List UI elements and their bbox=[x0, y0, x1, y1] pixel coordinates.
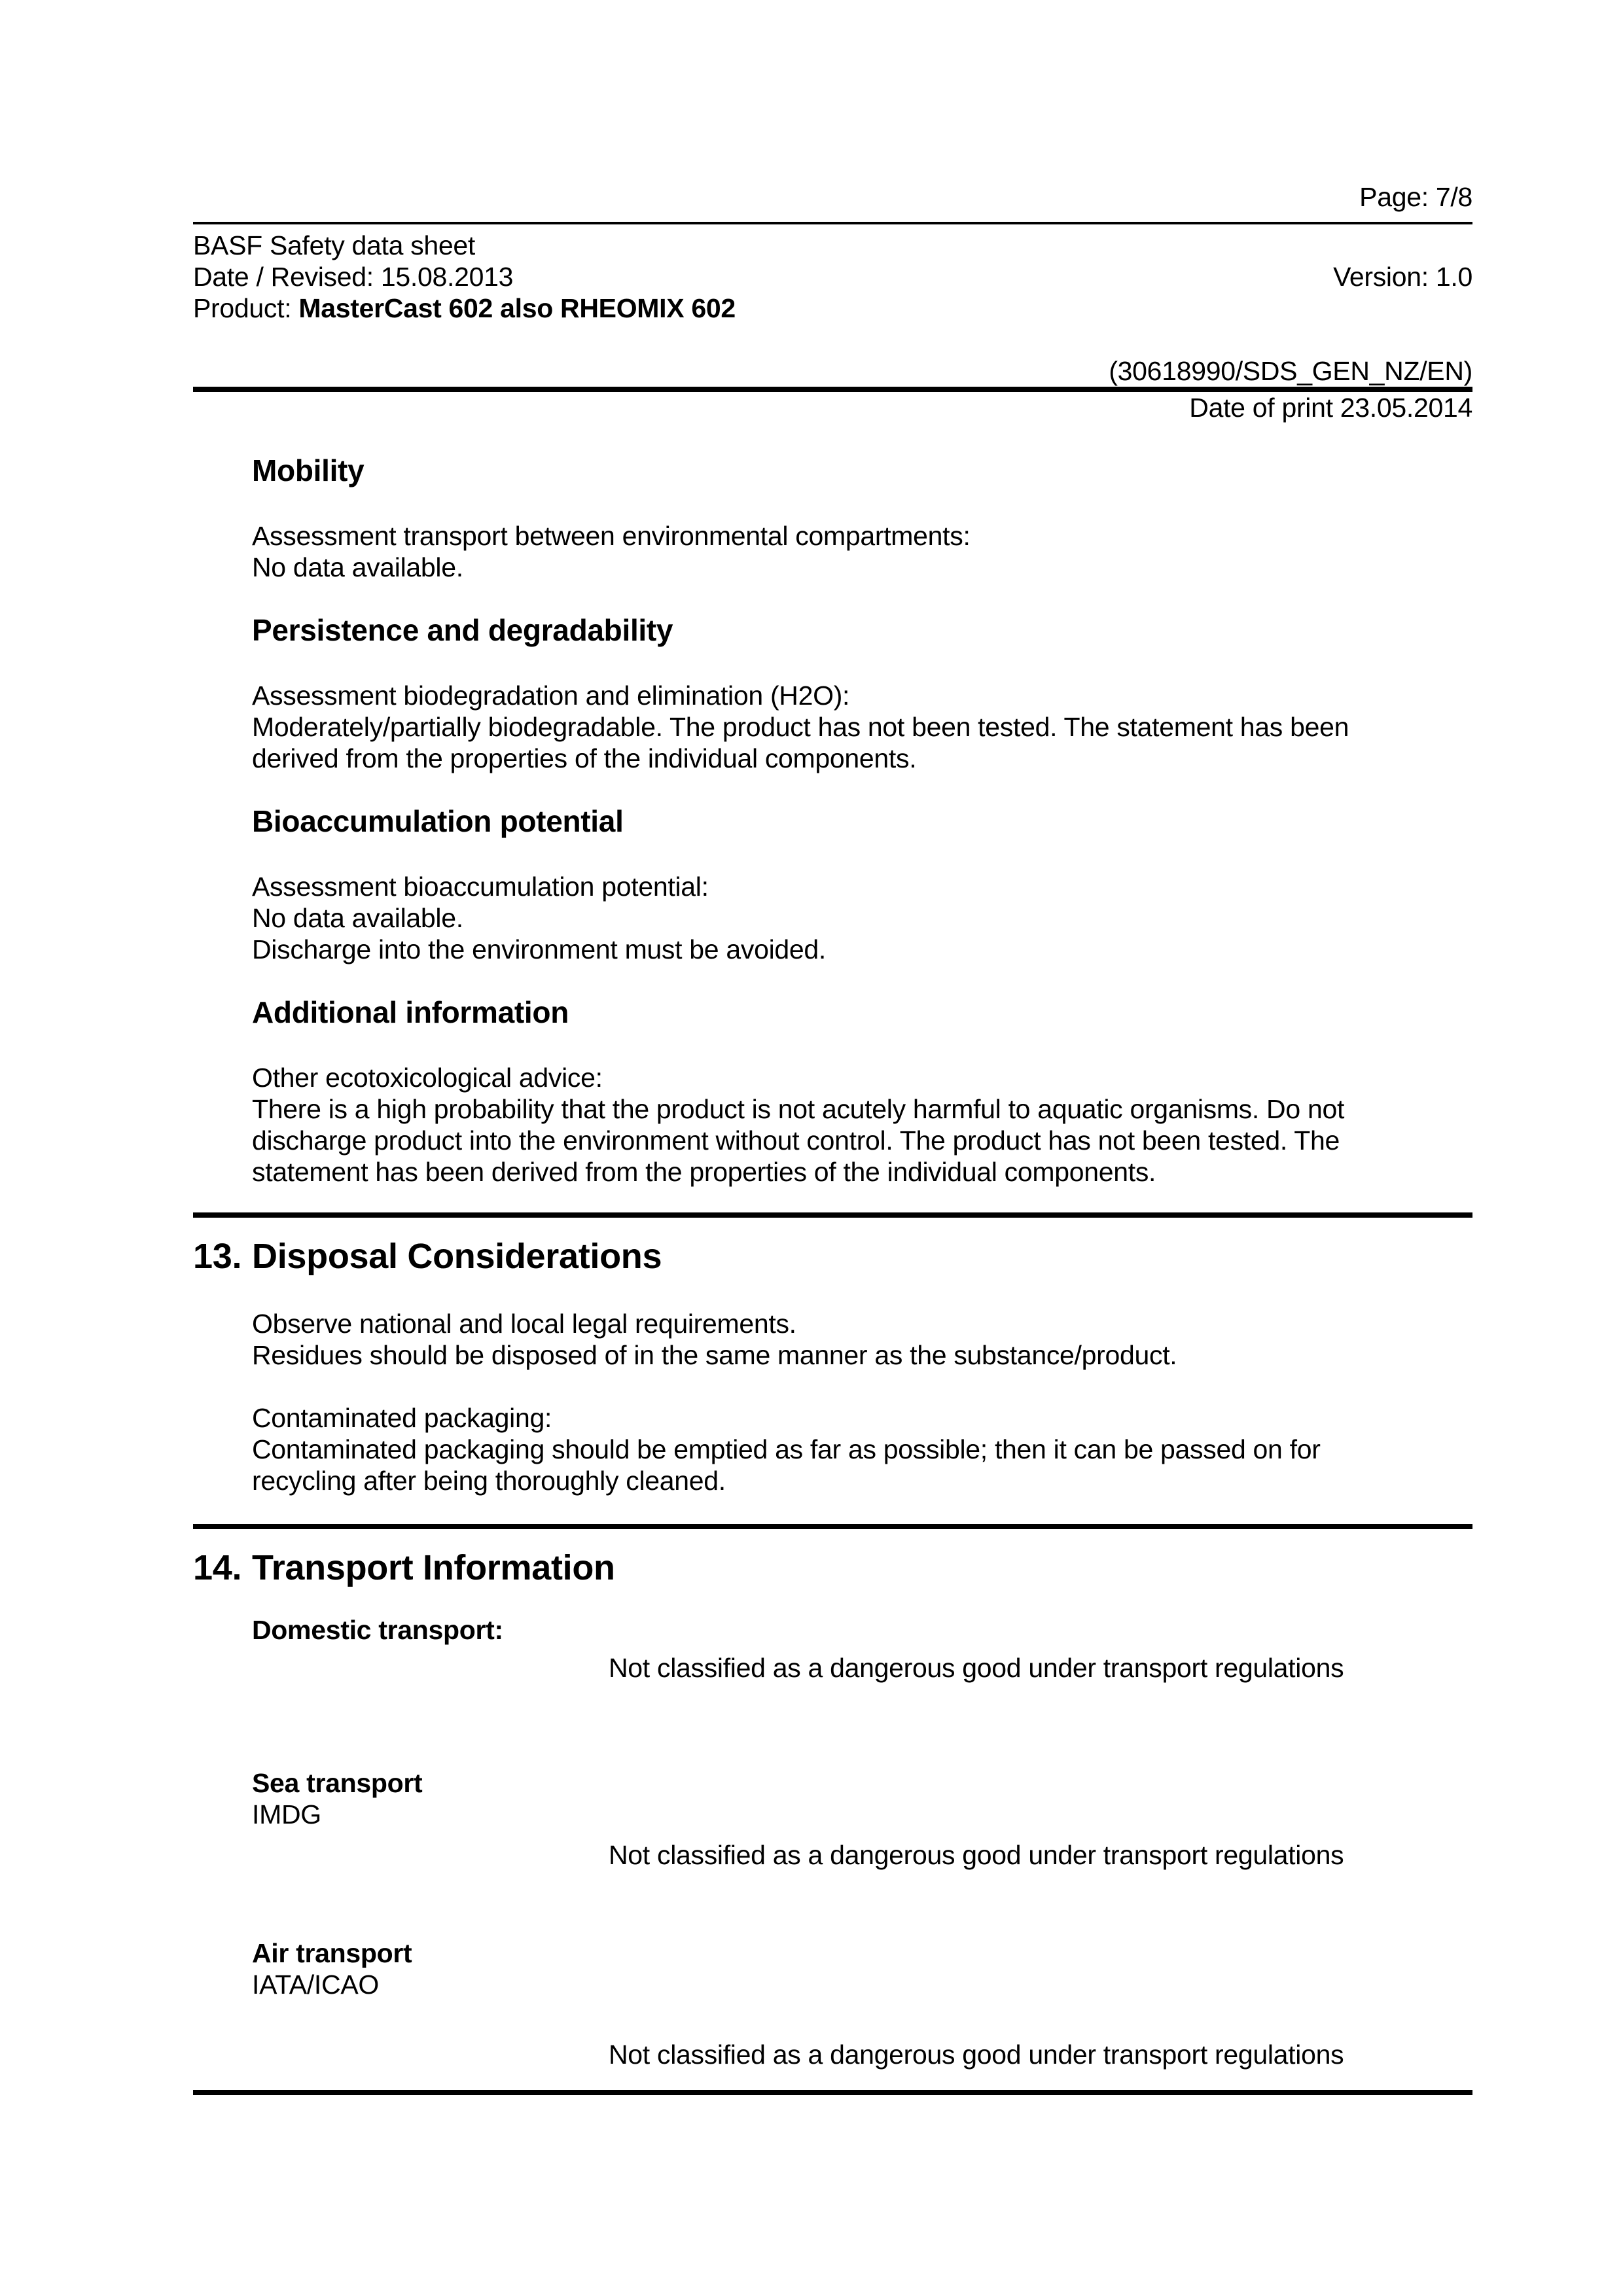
transport-entry-air bbox=[252, 1937, 1472, 2070]
print-date: Date of print 23.05.2014 bbox=[1189, 393, 1472, 423]
section-14-heading bbox=[193, 1547, 1472, 1588]
section-13-number: 13. bbox=[193, 1237, 242, 1276]
heading-persistence: Persistence and degradability bbox=[252, 613, 673, 647]
header-main-rule bbox=[193, 387, 1472, 392]
header-top-rule bbox=[193, 222, 1472, 224]
heading-mobility: Mobility bbox=[252, 453, 365, 487]
divider-rule-section-14 bbox=[193, 1524, 1472, 1529]
ecology-sections bbox=[193, 453, 1472, 1188]
transport-body bbox=[193, 1614, 1472, 2070]
section-14-title: Transport Information bbox=[252, 1548, 615, 1587]
product-name: MasterCast 602 also RHEOMIX 602 bbox=[298, 293, 736, 323]
transport-mode-domestic: Domestic transport: bbox=[252, 1615, 503, 1645]
eco-section-additional-info bbox=[252, 995, 1472, 1188]
product-line bbox=[193, 292, 1472, 324]
body-additional-info: Other ecotoxicological advice: There is a high probability that the product is not acutely harmful to aquatic organisms. Do not discharge product into the environment without control. The product has not been tested. The statement has been derived from the properties of the individual components. bbox=[252, 1063, 1345, 1187]
section-14-number: 14. bbox=[193, 1548, 242, 1587]
doc-code: (30618990/SDS_GEN_NZ/EN) bbox=[1109, 356, 1472, 386]
transport-statement-air: Not classified as a dangerous good under transport regulations bbox=[609, 2040, 1344, 2070]
sheet-title: BASF Safety data sheet bbox=[193, 230, 475, 260]
divider-rule-section-13 bbox=[193, 1212, 1472, 1218]
transport-entry-sea bbox=[252, 1767, 1472, 1871]
transport-statement-sea: Not classified as a dangerous good under transport regulations bbox=[609, 1840, 1344, 1870]
section-13-heading bbox=[193, 1236, 1472, 1277]
product-prefix: Product: bbox=[193, 293, 299, 323]
body-mobility: Assessment transport between environmental compartments: No data available. bbox=[252, 521, 971, 582]
body-persistence: Assessment biodegradation and elimination (H2O): Moderately/partially biodegradable. The product has not been tested. The statement has been derived from the properties of the individual components. bbox=[252, 680, 1349, 773]
page-number: Page: 7/8 bbox=[1359, 182, 1472, 212]
version-label: Version: 1.0 bbox=[1333, 262, 1472, 292]
transport-statement-domestic: Not classified as a dangerous good under transport regulations bbox=[609, 1653, 1344, 1683]
transport-mode-air: Air transport bbox=[252, 1938, 412, 1968]
transport-code-iata-icao: IATA/ICAO bbox=[252, 1969, 379, 2000]
body-bioaccumulation: Assessment bioaccumulation potential: No data available. Discharge into the environment must be avoided. bbox=[252, 872, 827, 964]
transport-entry-domestic bbox=[252, 1614, 1472, 1684]
transport-mode-sea: Sea transport bbox=[252, 1768, 423, 1798]
page-bottom-rule bbox=[193, 2090, 1472, 2095]
eco-section-mobility bbox=[252, 453, 1472, 583]
disposal-paragraph-1: Observe national and local legal requirements. Residues should be disposed of in the same manner as the substance/product. bbox=[252, 1309, 1177, 1370]
eco-section-bioaccumulation bbox=[252, 804, 1472, 965]
heading-additional-info: Additional information bbox=[252, 995, 569, 1029]
date-revised: Date / Revised: 15.08.2013 bbox=[193, 262, 514, 292]
disposal-paragraph-2: Contaminated packaging: Contaminated packaging should be emptied as far as possible; then it can be passed on for recycling after being thoroughly cleaned. bbox=[252, 1403, 1321, 1496]
transport-code-imdg: IMDG bbox=[252, 1799, 321, 1829]
section-13-title: Disposal Considerations bbox=[252, 1237, 662, 1276]
header-date-row bbox=[193, 261, 1472, 292]
eco-section-persistence bbox=[252, 613, 1472, 774]
disposal-body bbox=[193, 1308, 1472, 1496]
heading-bioaccumulation: Bioaccumulation potential bbox=[252, 804, 624, 838]
